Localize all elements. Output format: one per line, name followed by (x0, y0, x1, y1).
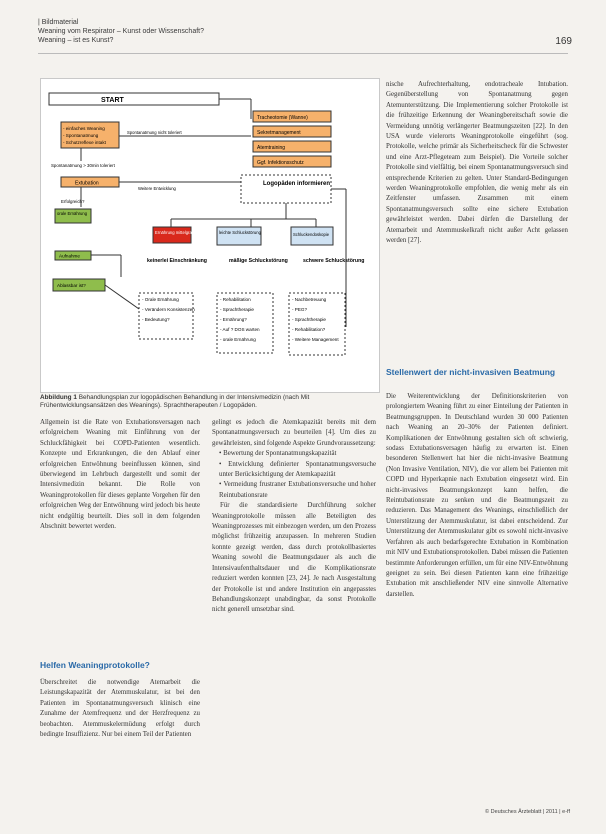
left-item-3: - Schutzreflexe intakt (63, 140, 106, 145)
middle-para-1: gelingt es jedoch die Atemkapazität bereits mit dem Spontanatmungsversuch zu beurteilen [4]. Um dies zu gewährleisten, sind folgende Aspekte Grundvoraussetzung: (212, 419, 376, 447)
middle-bullet-3: • Vermeidung frustraner Extubationsversuche und hoher Reintubationsrate (219, 480, 376, 501)
removable-label: Ablassbar ist? (57, 283, 86, 288)
figure-caption (40, 394, 380, 411)
right-item-1: Tracheotomie (Wanne) (257, 115, 308, 121)
mild-dysphagia-label: leichte Schluckstörung (219, 230, 261, 235)
severity-none: keinerlei Einschränkung (147, 258, 207, 264)
right-item-2: Sekretmanagement (257, 130, 301, 136)
moderate-nutrition-label: Ernährung mittelgradig (155, 230, 198, 235)
col3-item-1: - Nachbetreuung (292, 297, 327, 302)
spont-not-tolerated: Spontanatmung nicht toleriert (127, 130, 182, 135)
middle-para-2: Für die standardisierte Durchführung solcher Weaningprotokolle müssen alle Beteiligten des Weaningprozesses mit einbezogen werden, um den Prozess möglichst frühzeitig anzupassen. In mehreren Studien konnte gezeigt werden, dass durch protokollbasiertes Weaning sowohl die Beatmungsdauer als auch die Intensivaufenthaltsdauer und die Komplikationsrate reduziert werden konnten [23, 24]. Je nach Ausgestaltung der Protokolle ist und andere Institution ein angepasstes Behandlungskonzept unabdingbar, da sonst Protokolle nicht generell umsetzbar sind. (212, 502, 376, 614)
header-title: Weaning vom Respirator – Kunst oder Wissenschaft? (38, 28, 205, 35)
further-development: Weitere Entwicklung (138, 186, 176, 191)
col2-item-2: - Sprachtherapie (220, 307, 254, 312)
oral-nutrition-label: orale Ernährung (57, 211, 88, 216)
severity-moderate: mäßige Schluckstörung (229, 258, 288, 264)
right-item-3: Atemtraining (257, 145, 286, 151)
right-para-2: Die Weiterentwicklung der Definitionskriterien von prolongiertem Weaning führt zu einer Einteilung der Patienten in Beatmungsgruppen. In Deutschland wurden 30 000 Patienten nach Weaning an 20–30% der Patienten definiert. Komplikationen der Entwöhnung gestalten sich oft schwierig, sodass Extubationsversagen häufig zu erwarten ist. Einen besonderen Stellenwert hat hier die nicht-invasive Beatmung (Non Invasive Ventilation, NIV), die vor allem bei Patienten mit COPD und Hyperkapnie nach Extubation eingesetzt wird. Ein nicht-invasives Beatmungskonzept kann helfen, die Reintubationsrate zu senken und die Beatmungszeit zu reduzieren. Das Management des Weanings, einschließlich der Unterstützung der Atemmuskulatur, ist dabei entscheidend. Zur Unterstützung der Atemmuskulatur gibt es sowohl nicht-invasive Verfahren als auch bedarfsgerechte Extubation in Kombination mit NIV und Extubationsprotokollen. Dabei müssen die Patienten bestimmte Anforderungen erfüllen, um für eine NIV-Entwöhnung geeignet zu sein. Bei diesen Patienten kann eine frühzeitige Extubation mit anschließender NIV eine sinnvolle Alternative darstellen. (386, 393, 568, 598)
right-column-top (386, 80, 568, 362)
spont-tolerated: Spontanatmung > 30min toleriert (51, 163, 115, 168)
endoscopy-label: Schluckendoskopie (293, 232, 330, 237)
heading-weaning-protocols: Helfen Weaningprotokolle? (40, 660, 150, 670)
left-para-2: Überschreitet die notwendige Atemarbeit die Leistungskapazität der Atemmuskulatur, ist bei den Patienten im Spontanatmungsversuch klinisch eine Zunahme der Atemfrequenz und der Herzfrequenz zu beobachten. Atemmuskelermüdung erfolgt durch bedingte Insuffizienz. Nur bei einem Teil der Patienten (40, 679, 200, 739)
left-item-1: - einfaches Weaning (63, 126, 105, 131)
middle-bullets (212, 449, 376, 501)
page-number: 169 (555, 36, 572, 47)
start-box (49, 93, 219, 105)
page-footer: © Deutsches Ärzteblatt | 2011 | e-ff (485, 809, 570, 815)
col2-item-1: - Rehabilitation (220, 297, 251, 302)
middle-bullet-2: • Entwicklung definierter Spontanatmungsversuche unter Berücksichtigung der Atemkapazität (219, 460, 376, 481)
col3-item-4: - Rehabilitation? (292, 327, 326, 332)
right-para-1: nische Aufrechterhaltung, endotracheale Intubation. Gegenüberstellung von Spontanatmung gegen Atemunterstützung. Die Implementierung solcher Protokolle ist die frühzeitige Erkennung der Weaningbereitschaft sowie die Vermeidung unnötig verlängerter Beatmungszeiten [22]. In den USA wurde vielerorts Weaningprotokolle eingeführt (sog. Protokolle, welche primär als Sicherheitscheck für die Schwester und eine Arzt-Pflegeteam zum Beispiel). Die Vorteile solcher Protokolle sind vielfältig, bei einem Spontanatmungsversuch sind entsprechende Kriterien zu gelten. Unter Standard-Bedingungen werden Weaningprotokolle empfohlen, die wenig mehr als ein Zeitfenster umfassen. Zusammen mit einem Spontanatmungsversuch sollte eine sichere Extubation gewährleistet werden. Dabei dürfen die Darstellung der Atemarbeit und Atemmuskelkraft nicht außer Acht gelassen werden [27]. (386, 81, 568, 245)
col3-item-5: - Weitere Management (292, 337, 339, 342)
left-column-bottom (40, 678, 200, 798)
severity-severe: schwere Schluckstörung (303, 258, 365, 264)
logopedics-box (241, 175, 331, 203)
left-item-2: - Spontanatmung (63, 133, 99, 138)
admission-label: Aufnahme (59, 253, 80, 259)
start-label: START (101, 97, 124, 104)
col2-item-4: - Auf ? DOS warten (220, 327, 260, 332)
middle-column (212, 418, 376, 798)
left-para-1: Allgemein ist die Rate von Extubationsversagen nach erfolgreichem Weaning mit Einführung von der Schluckfähigkeit bei COPD-Patienten wesentlich. Konzepte und Erkrankungen, die den Ablauf einer erfolgreichen Entwöhnung beeinflussen können, sind überwiegend im Lehrbuch dargestellt und somit der Intensivmedizin bekannt. Die Rolle von Weaningprotokollen für dieses geplante Vorgehen für den erfolgreichen Weg der Entwöhnung wird jedoch bis heute nicht endgültig beurteilt. Dies soll in dem folgenden Abschnitt bewertet werden. (40, 419, 200, 531)
col1-item-1: - Orale Ernährung (142, 297, 179, 302)
col2-box (217, 293, 273, 353)
col3-box (289, 293, 345, 355)
running-header (38, 18, 204, 45)
header-section: | Bildmaterial (38, 19, 79, 26)
caption-label: Abbildung 1 (40, 394, 77, 401)
right-item-4: Ggf. Infektionsschutz (257, 160, 304, 166)
col3-item-3: - Sprachtherapie (292, 317, 326, 322)
col3-item-2: - PEG? (292, 307, 308, 312)
left-column-top (40, 418, 200, 653)
flowchart-svg (41, 79, 379, 392)
col2-item-3: - Ernährung? (220, 317, 247, 322)
header-subtitle: Weaning – ist es Kunst? (38, 37, 114, 44)
logopedics-title: Logopäden informieren (263, 181, 331, 187)
success-question: Erfolgreich? (61, 199, 85, 204)
header-rule (38, 53, 568, 54)
heading-niv: Stellenwert der nicht-invasiven Beatmung (386, 367, 556, 377)
extubation-label: Extubation (75, 180, 99, 187)
caption-text: Behandlungsplan zur logopädischen Behandlung in der Intensivmedizin (nach Mit Frühentwicklungsansätzen des Weanings). Sprachtherapeuten / Logopäden. (40, 394, 310, 410)
col1-item-2: - Verändern Konsistenzen (142, 307, 195, 312)
right-column-bottom (386, 392, 568, 797)
flowchart-figure (40, 78, 380, 393)
col1-item-3: - Bedeutung? (142, 317, 170, 322)
middle-bullet-1: • Bewertung der Spontanatmungskapazität (219, 449, 376, 459)
col2-item-5: - orale Ernährung (220, 337, 256, 342)
